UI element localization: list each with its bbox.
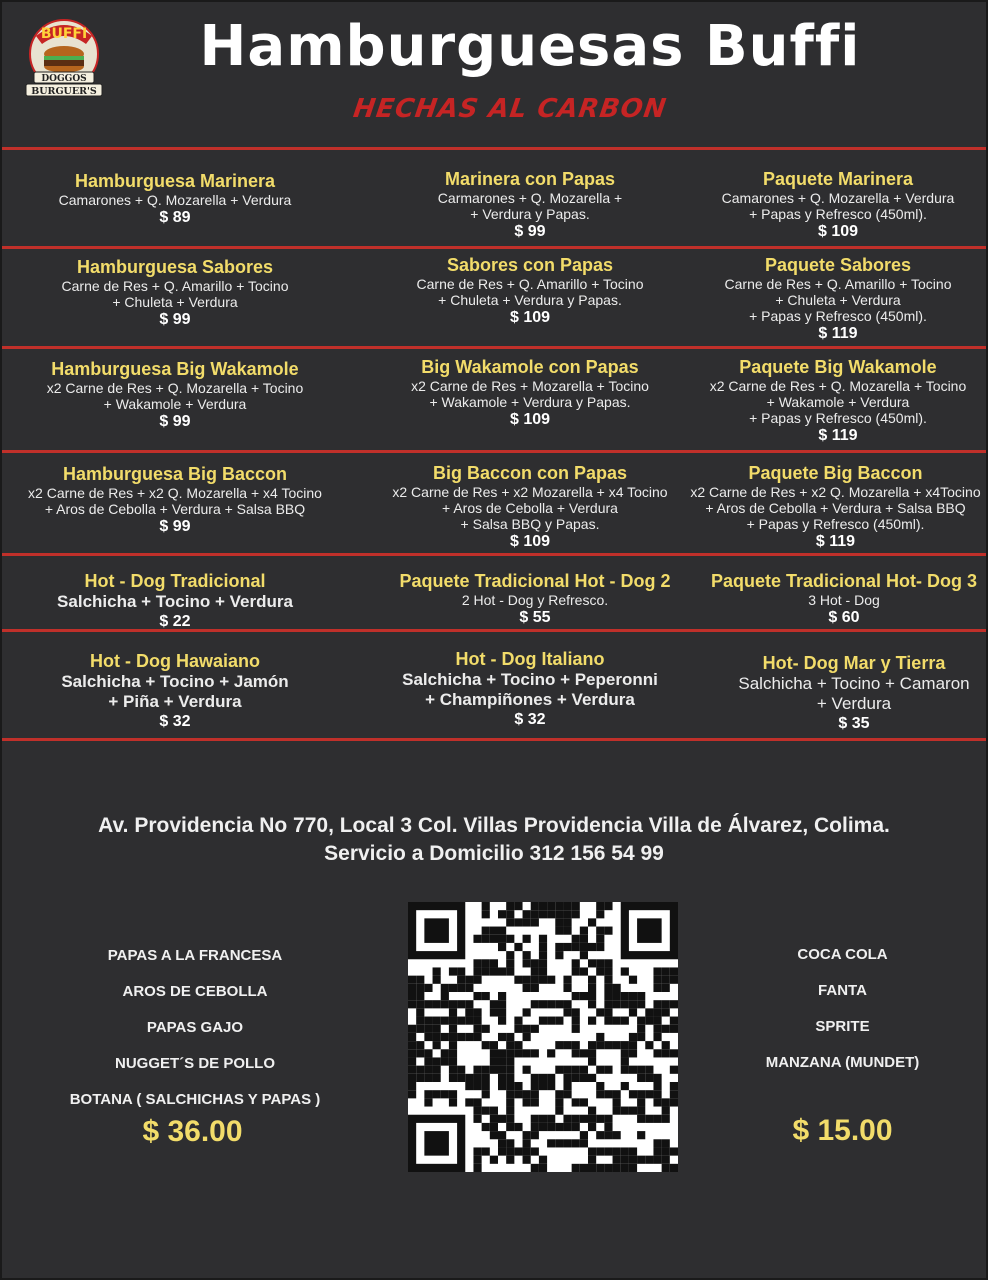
divider xyxy=(2,450,986,453)
logo-doggos-text: DOGGOS xyxy=(41,74,87,84)
menu-item xyxy=(355,254,705,327)
divider xyxy=(2,738,986,741)
divider xyxy=(2,246,986,249)
item-name: Hamburguesa Big Wakamole xyxy=(51,359,299,379)
item-name: Paquete Tradicional Hot - Dog 2 xyxy=(399,571,671,591)
item-name: Big Baccon con Papas xyxy=(432,463,628,483)
drinks-list xyxy=(740,945,945,1089)
item-desc: + Chuleta + Verdura y Papas. xyxy=(438,292,622,308)
item-price: $ 119 xyxy=(818,427,858,444)
item-desc: + Chuleta + Verdura xyxy=(112,294,238,310)
list-item: AROS DE CEBOLLA xyxy=(122,983,268,1000)
list-item: COCA COLA xyxy=(797,946,888,963)
menu-item xyxy=(355,462,705,551)
item-name: Paquete Big Wakamole xyxy=(739,357,937,377)
qr-code-icon[interactable] xyxy=(408,902,678,1172)
item-desc: Carne de Res + Q. Amarillo + Tocino xyxy=(724,276,952,292)
item-desc: + Chuleta + Verdura xyxy=(775,292,901,308)
list-item: MANZANA (MUNDET) xyxy=(765,1054,920,1071)
item-price: $ 109 xyxy=(817,223,859,240)
item-desc: + Papas y Refresco (450ml). xyxy=(749,410,927,426)
delivery-phone: Servicio a Domicilio 312 156 54 99 xyxy=(324,842,664,865)
item-desc: + Verdura y Papas. xyxy=(470,206,590,222)
item-desc: + Aros de Cebolla + Verdura + Salsa BBQ xyxy=(44,501,306,517)
item-name: Paquete Big Baccon xyxy=(748,463,923,483)
list-item: BOTANA ( SALCHICHAS Y PAPAS ) xyxy=(69,1091,321,1108)
item-name: Paquete Sabores xyxy=(764,255,912,275)
item-name: Big Wakamole con Papas xyxy=(421,357,639,377)
item-price: $ 109 xyxy=(509,533,551,550)
menu-item xyxy=(355,168,705,241)
item-price: $ 119 xyxy=(818,325,858,342)
item-price: $ 99 xyxy=(514,223,546,240)
list-item: SPRITE xyxy=(815,1018,870,1035)
item-desc: + Aros de Cebolla + Verdura + Salsa BBQ xyxy=(705,500,966,516)
list-item: PAPAS GAJO xyxy=(146,1019,244,1036)
item-desc: Camarones + Q. Mozarella + Verdura xyxy=(58,192,292,208)
item-desc: + Champiñones + Verdura xyxy=(425,690,635,709)
item-desc: + Piña + Verdura xyxy=(108,692,242,711)
item-name: Hot - Dog Hawaiano xyxy=(90,651,260,671)
item-price: $ 60 xyxy=(828,609,860,626)
item-name: Hamburguesa Marinera xyxy=(74,171,276,191)
item-desc: x2 Carne de Res + Q. Mozarella + Tocino xyxy=(46,380,304,396)
menu-item xyxy=(0,358,350,431)
item-desc: Salchicha + Tocino + Camaron xyxy=(738,674,970,693)
page-title: Hamburguesas Buffi xyxy=(199,14,861,79)
item-price: $ 99 xyxy=(159,413,191,430)
item-name: Hot - Dog Tradicional xyxy=(84,571,266,591)
item-desc: + Verdura xyxy=(816,694,892,713)
logo-buffi-text: BUFFI xyxy=(40,26,88,42)
menu-item xyxy=(688,254,988,343)
buffi-logo xyxy=(20,14,108,100)
item-desc: + Papas y Refresco (450ml). xyxy=(746,516,925,532)
drinks-price: $ 15.00 xyxy=(792,1114,893,1147)
item-desc: + Papas y Refresco (450ml). xyxy=(749,308,927,324)
item-price: $ 35 xyxy=(838,715,870,732)
menu-item xyxy=(0,570,350,631)
sides-price: $ 36.00 xyxy=(142,1115,243,1148)
item-desc: 3 Hot - Dog xyxy=(808,592,880,608)
divider xyxy=(2,553,986,556)
item-name: Hamburguesa Big Baccon xyxy=(62,464,288,484)
item-desc: x2 Carne de Res + x2 Q. Mozarella + x4Tocino xyxy=(690,484,981,500)
item-desc: x2 Carne de Res + x2 Mozarella + x4 Tocino xyxy=(392,484,668,500)
item-desc: Carmarones + Q. Mozarella + xyxy=(437,190,623,206)
item-desc: + Wakamole + Verdura xyxy=(103,396,247,412)
menu-item xyxy=(355,648,705,729)
logo-burguers-text: BURGUER'S xyxy=(31,86,97,97)
page-subtitle: HECHAS AL CARBON xyxy=(351,94,669,124)
item-desc: + Salsa BBQ y Papas. xyxy=(460,516,600,532)
item-name: Paquete Marinera xyxy=(762,169,914,189)
item-price: $ 32 xyxy=(514,711,546,728)
item-name: Hot- Dog Mar y Tierra xyxy=(762,653,946,673)
menu-item xyxy=(360,570,710,627)
menu-item xyxy=(683,462,988,551)
item-price: $ 119 xyxy=(815,533,856,550)
list-item: NUGGET´S DE POLLO xyxy=(114,1055,275,1072)
list-item: PAPAS A LA FRANCESA xyxy=(107,947,283,964)
menu-item xyxy=(0,650,350,731)
item-desc: + Aros de Cebolla + Verdura xyxy=(442,500,618,516)
item-price: $ 22 xyxy=(159,613,191,630)
item-desc: Salchicha + Tocino + Peperonni xyxy=(402,670,658,689)
item-price: $ 99 xyxy=(159,311,191,328)
item-desc: x2 Carne de Res + Mozarella + Tocino xyxy=(411,378,649,394)
item-price: $ 55 xyxy=(519,609,551,626)
item-name: Hamburguesa Sabores xyxy=(76,257,274,277)
address-block xyxy=(0,812,988,868)
item-desc: + Papas y Refresco (450ml). xyxy=(749,206,927,222)
item-name: Hot - Dog Italiano xyxy=(455,649,605,669)
menu-item xyxy=(355,356,705,429)
item-price: $ 89 xyxy=(159,209,191,226)
item-price: $ 99 xyxy=(159,518,191,535)
menu-item xyxy=(0,463,350,536)
item-desc: Camarones + Q. Mozarella + Verdura xyxy=(721,190,955,206)
menu-item xyxy=(0,170,350,227)
sides-list xyxy=(40,946,350,1126)
item-desc: x2 Carne de Res + x2 Q. Mozarella + x4 Tocino xyxy=(28,485,322,501)
menu-item xyxy=(688,168,988,241)
menu-item xyxy=(0,256,350,329)
menu-item xyxy=(720,652,988,733)
list-item: FANTA xyxy=(818,982,867,999)
item-name: Sabores con Papas xyxy=(446,255,614,275)
item-price: $ 32 xyxy=(159,713,191,730)
divider xyxy=(2,147,986,150)
item-desc: Salchicha + Tocino + Jamón xyxy=(61,672,289,691)
item-price: $ 109 xyxy=(509,309,551,326)
item-name: Marinera con Papas xyxy=(444,169,616,189)
menu-item xyxy=(700,570,988,627)
divider xyxy=(2,346,986,349)
item-desc: x2 Carne de Res + Q. Mozarella + Tocino xyxy=(709,378,967,394)
item-name: Paquete Tradicional Hot- Dog 3 xyxy=(710,571,978,591)
item-desc: Carne de Res + Q. Amarillo + Tocino xyxy=(416,276,644,292)
item-desc: + Wakamole + Verdura y Papas. xyxy=(429,394,631,410)
address-line: Av. Providencia No 770, Local 3 Col. Villas Providencia Villa de Álvarez, Colima. xyxy=(98,814,890,837)
item-desc: Salchicha + Tocino + Verdura xyxy=(57,592,293,611)
item-desc: + Wakamole + Verdura xyxy=(766,394,910,410)
item-desc: 2 Hot - Dog y Refresco. xyxy=(461,592,609,608)
item-desc: Carne de Res + Q. Amarillo + Tocino xyxy=(61,278,289,294)
item-price: $ 109 xyxy=(509,411,551,428)
menu-item xyxy=(688,356,988,445)
